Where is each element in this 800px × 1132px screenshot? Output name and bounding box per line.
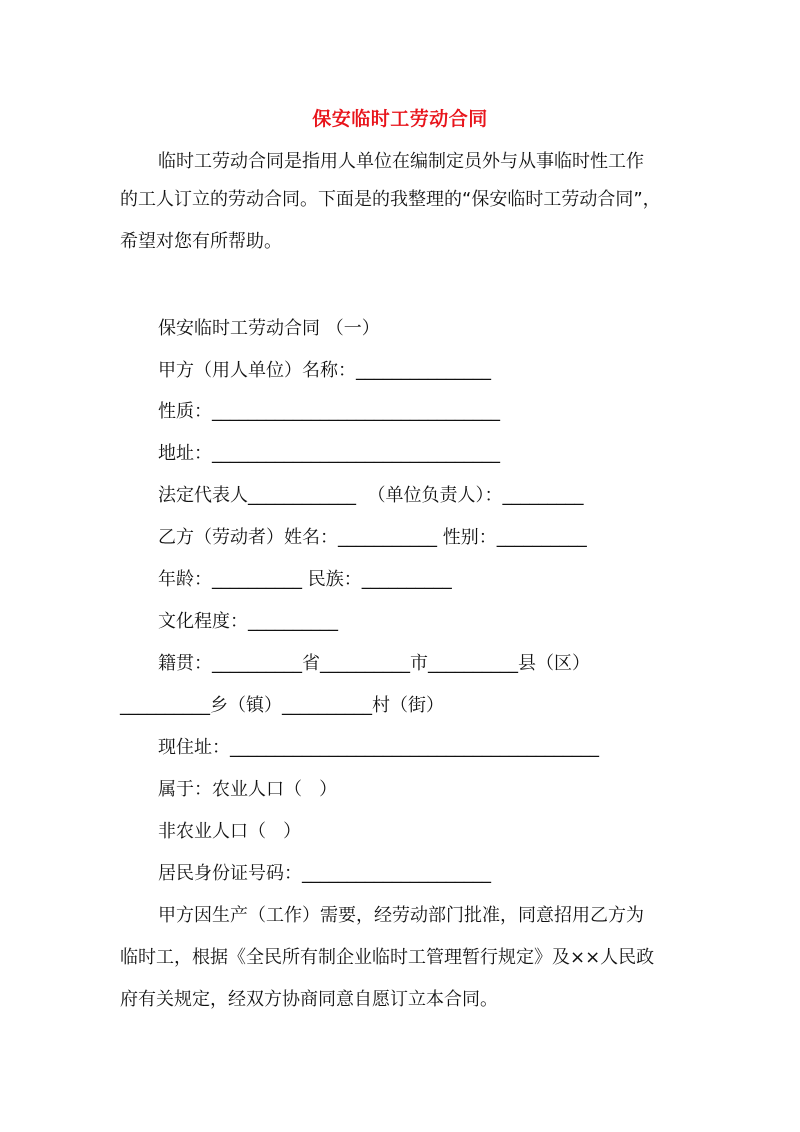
party-b-name-field: 乙方（劳动者）姓名：___________ 性别：__________ [158,527,587,548]
household-agricultural-field: 属于：农业人口（ ） [158,779,338,800]
party-a-name-field: 甲方（用人单位）名称：_______________ [158,360,491,381]
nature-field: 性质：________________________________ [158,401,500,422]
closing-line-1: 甲方因生产（工作）需要，经劳动部门批准，同意招用乙方为 [158,905,644,926]
intro-line-3: 希望对您有所帮助。 [120,231,282,252]
legal-representative-field: 法定代表人____________ （单位负责人）：_________ [158,485,584,506]
document-title: 保安临时工劳动合同 [312,108,488,130]
address-field: 地址：________________________________ [158,443,500,464]
current-address-field: 现住址：_________________________________________ [158,737,599,758]
age-ethnic-field: 年龄：__________ 民族：__________ [158,569,452,590]
intro-line-2: 的工人订立的劳动合同。下面是的我整理的“保安临时工劳动合同”， [120,189,661,210]
closing-line-3: 府有关规定，经双方协商同意自愿订立本合同。 [120,989,498,1010]
contract-heading: 保安临时工劳动合同 （一） [158,318,380,339]
closing-line-2: 临时工，根据《全民所有制企业临时工管理暂行规定》及××人民政 [120,947,655,968]
intro-line-1: 临时工劳动合同是指用人单位在编制定员外与从事临时性工作 [158,151,644,172]
id-number-field: 居民身份证号码：_____________________ [158,863,491,884]
education-field: 文化程度：__________ [158,611,338,632]
native-place-field-line-2: __________乡（镇）__________村（街） [120,695,444,716]
household-non-agricultural-field: 非农业人口（ ） [158,821,302,842]
native-place-field-line-1: 籍贯：__________省__________市__________县（区） [158,653,590,674]
